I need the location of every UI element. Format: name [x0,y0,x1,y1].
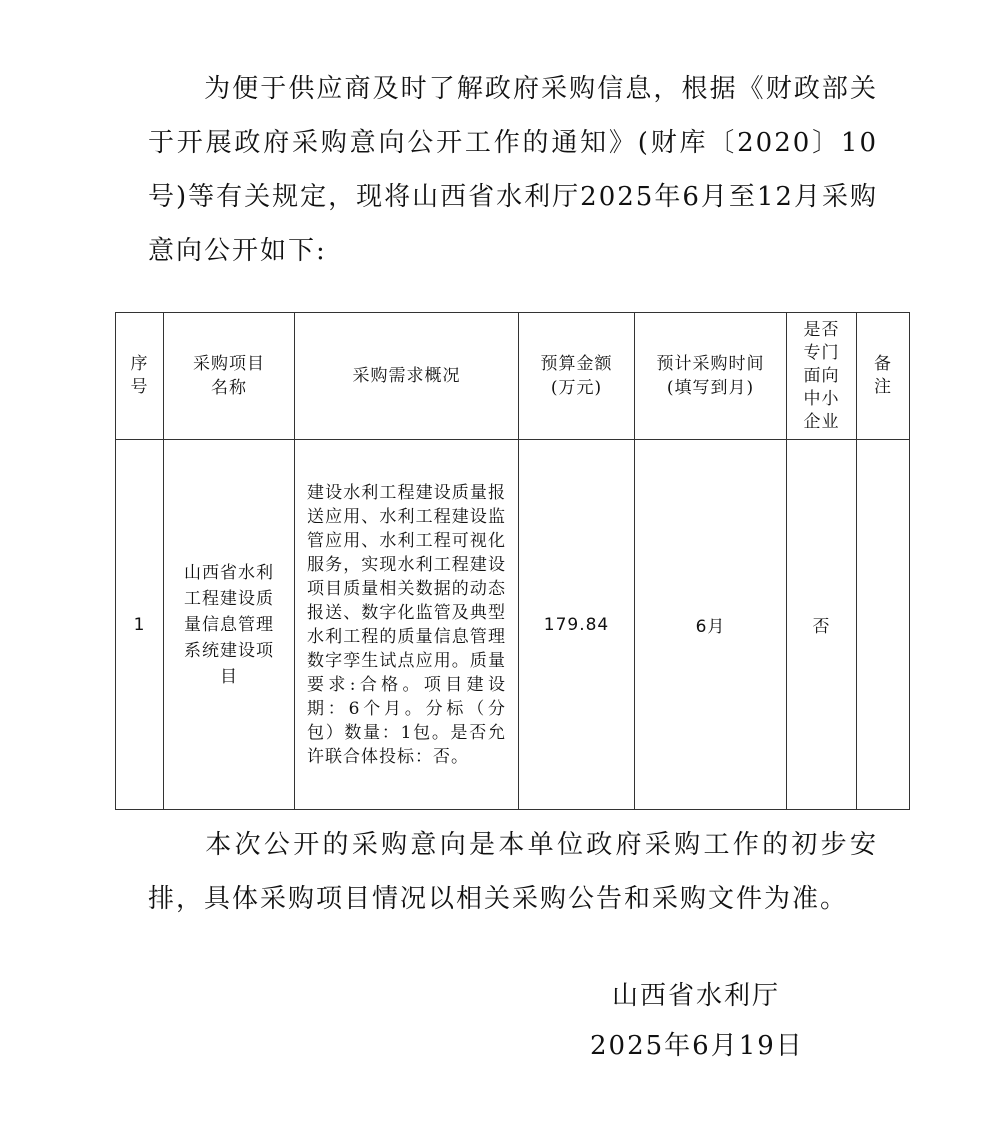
header-summary: 采购需求概况 [295,313,519,440]
header-remark: 备 注 [857,313,910,440]
project-name-text: 山西省水利工程建设质量信息管理系统建设项目 [184,562,274,687]
cell-time: 6月 [635,440,787,810]
header-time: 预计采购时间 (填写到月) [635,313,787,440]
summary-text: 建设水利工程建设质量报送应用、水利工程建设监管应用、水利工程可视化服务，实现水利工程建设项目质量相关数据的动态报送、数字化监管及典型水利工程的质量信息管理数字孪生试点应用。质量要求:合格。项目建设期：6个月。分标（分包）数量：1包。是否允许联合体投标：否。 [307,482,506,767]
table-row [116,440,910,810]
cell-budget: 179.84 [519,440,635,810]
procurement-table [115,312,910,810]
cell-sme: 否 [787,440,857,810]
header-budget: 预算金额 (万元) [519,313,635,440]
signature-date: 2025年6月19日 [590,1031,804,1061]
signature-org: 山西省水利厅 [612,981,781,1011]
cell-summary [295,440,519,810]
cell-project-name [164,440,295,810]
table-header-row [116,313,910,440]
closing-text: 本次公开的采购意向是本单位政府采购工作的初步安排，具体采购项目情况以相关采购公告和采购文件为准。 [148,830,878,914]
intro-text: 为便于供应商及时了解政府采购信息，根据《财政部关于开展政府采购意向公开工作的通知》(财库〔2020〕10号)等有关规定，现将山西省水利厅2025年6月至12月采购意向公开如下: [148,74,878,266]
cell-seq: 1 [116,440,164,810]
cell-remark [857,440,910,810]
intro-paragraph [148,62,878,278]
closing-paragraph [148,818,878,926]
header-project-name: 采购项目 名称 [164,313,295,440]
header-seq: 序 号 [116,313,164,440]
header-sme: 是否 专门 面向 中小 企业 [787,313,857,440]
